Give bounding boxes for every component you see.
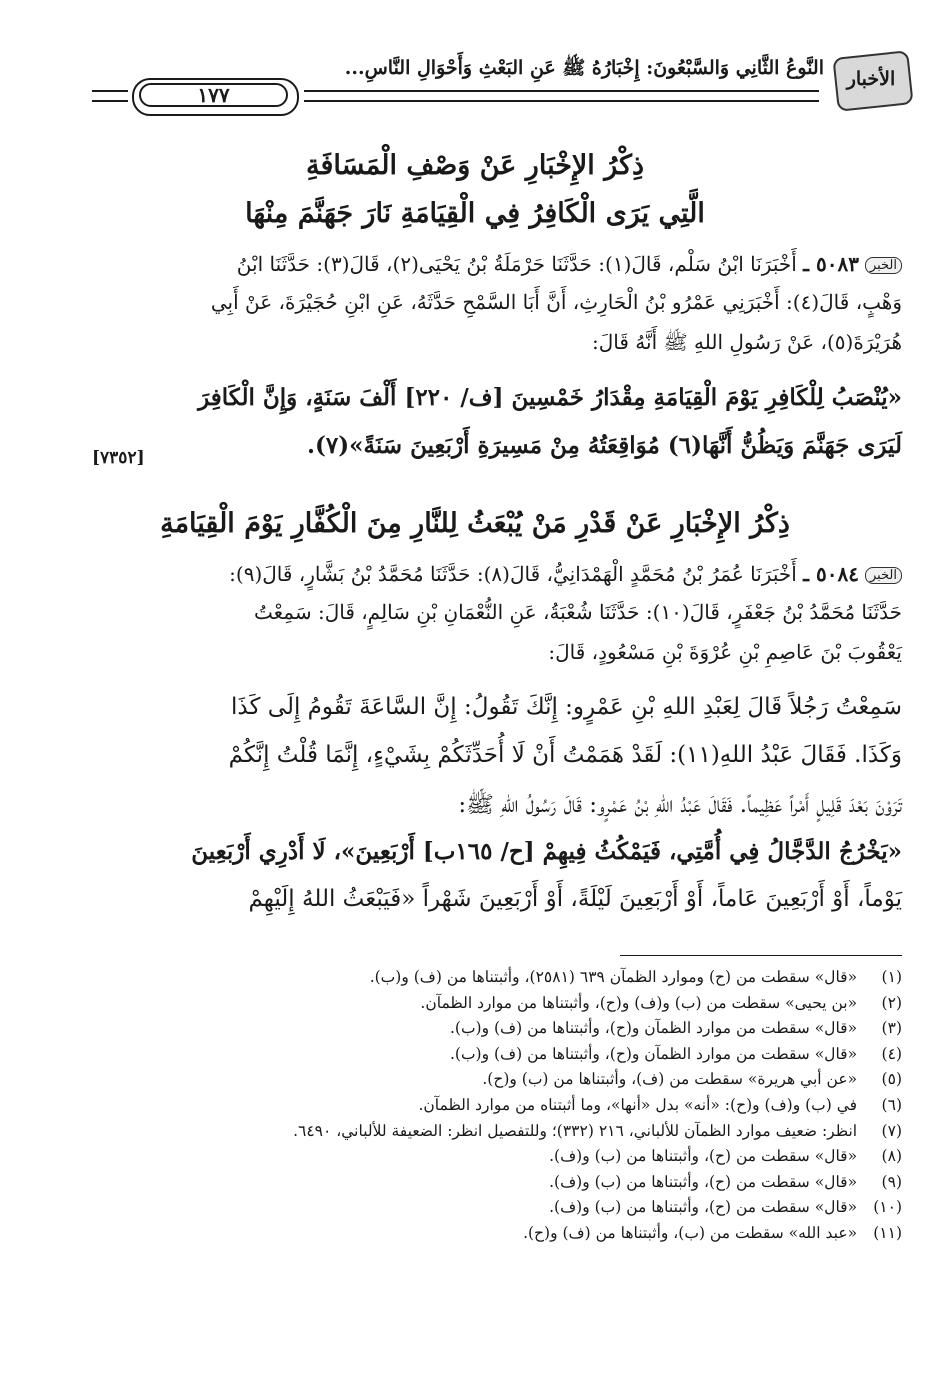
hadith-5084-matn-line3: تَرَوْنَ بَعْدَ قَلِيلٍ أَمْراً عَظِيماً. فَقَالَ عَبْدُ اللهِ بْنُ عَمْرٍو: قَالَ رَسُولُ اللهِ ﷺ: bbox=[458, 792, 902, 818]
footnote-text: انظر: ضعيف موارد الظمآن للألباني، ٢١٦ (٣٣٢)؛ وللتفصيل انظر: الضعيفة للألباني، ٦٤٩٠. bbox=[293, 1121, 858, 1140]
footnote-text: «عبد الله» سقطت من (ب)، وأثبتناها من (ف) و(ح). bbox=[523, 1223, 858, 1242]
hadith-5083-matn-line1: «يُنْصَبُ لِلْكَافِرِ يَوْمَ الْقِيَامَةِ مِقْدَارُ خَمْسِينَ [ف/ ٢٢٠] أَلْفَ سَنَةٍ، وَإِنَّ الْكَافِرَ bbox=[198, 384, 902, 411]
hadith-number: ٥٠٨٣ ـ bbox=[803, 252, 859, 276]
footnote-text: «بن يحيى» سقطت من (ب) و(ف) و(ح)، وأثبتناها من موارد الظمآن. bbox=[420, 993, 858, 1012]
footnote-item bbox=[92, 1067, 902, 1093]
hadith-5084-matn-line1: سَمِعْتُ رَجُلاً قَالَ لِعَبْدِ اللهِ بْنِ عَمْرٍو: إِنَّكَ تَقُولُ: إِنَّ السَّاعَةَ تَقُومُ إِلَى كَذَا bbox=[231, 694, 902, 720]
footnote-separator bbox=[620, 955, 902, 956]
footnote-item bbox=[92, 1093, 902, 1119]
footnote-item bbox=[92, 1195, 902, 1221]
page-header bbox=[92, 46, 912, 116]
isnad-text: أَخْبَرَنَا عُمَرُ بْنُ مُحَمَّدٍ الْهَمْدَانِيُّ، قَالَ(٨): حَدَّثَنَا مُحَمَّدُ بْنُ بَشَّارٍ، قَالَ(٩): bbox=[229, 562, 797, 586]
footnote-item bbox=[92, 1221, 902, 1247]
running-title: النَّوعُ الثَّانِي وَالسَّبْعُونَ: إِخْبَارُهُ ﷺ عَنِ البَعْثِ وَأَحْوَالِ النَّاسِ... bbox=[344, 57, 824, 79]
hadith-5083-reference: [٧٣٥٢] bbox=[92, 448, 145, 468]
footnote-item bbox=[92, 1016, 902, 1042]
footnote-number: (١) bbox=[881, 968, 902, 986]
footnote-item bbox=[92, 1170, 902, 1196]
isnad-text: أَخْبَرَنَا ابْنُ سَلْم، قَالَ(١): حَدَّثَنَا حَرْمَلَةُ بْنُ يَحْيَى(٢)، قَالَ(٣): حَدَّثَنَا ابْنُ bbox=[236, 252, 797, 276]
hadith-number: ٥٠٨٤ ـ bbox=[803, 562, 859, 586]
hadith-marker-icon: الخبر bbox=[865, 567, 902, 584]
footnote-item bbox=[92, 965, 902, 991]
hadith-5083-isnad-line3: هُرَيْرَةَ(٥)، عَنْ رَسُولِ اللهِ ﷺ أَنَّهُ قَالَ: bbox=[592, 330, 902, 354]
footnote-item bbox=[92, 991, 902, 1017]
header-rule-left bbox=[92, 90, 128, 102]
footnote-text: «قال» سقطت من موارد الظمآن و(ح)، وأثبتناها من (ف) و(ب). bbox=[449, 1044, 858, 1063]
hadith-5084-matn-line4: «يَخْرُجُ الدَّجَّالُ فِي أُمَّتِي، فَيَمْكُثُ فِيهِمْ [ح/ ١٦٥ب] أَرْبَعِينَ»، لَا أَدْرِي أَرْبَعِينَ bbox=[191, 838, 902, 865]
footnote-number: (٩) bbox=[881, 1172, 902, 1191]
footnote-number: (٦) bbox=[881, 1095, 902, 1114]
hadith-5084-isnad-line3: يَعْقُوبَ بْنَ عَاصِمِ بْنِ عُرْوَةَ بْنِ مَسْعُودٍ، قَالَ: bbox=[548, 640, 902, 664]
footnote-item bbox=[92, 1119, 902, 1145]
footnote-text: في (ب) و(ف) و(ح): «أنه» بدل «أنها»، وما أثبتناه من موارد الظمآن. bbox=[418, 1095, 858, 1114]
chapter-heading-line1: ذِكْرُ الإِخْبَارِ عَنْ وَصْفِ الْمَسَافَةِ bbox=[306, 150, 644, 181]
hadith-5084-matn-line5: يَوْماً، أَوْ أَرْبَعِينَ عَاماً، أَوْ أَرْبَعِينَ لَيْلَةً، أَوْ أَرْبَعِينَ شَهْراً «فَيَبْعَثُ اللهُ إِلَيْهِمْ bbox=[248, 886, 902, 912]
footnote-number: (٤) bbox=[881, 1044, 902, 1063]
chapter-heading-2: ذِكْرُ الإِخْبَارِ عَنْ قَدْرِ مَنْ يُبْعَثُ لِلنَّارِ مِنَ الْكُفَّارِ يَوْمَ الْقِيَامَةِ bbox=[160, 508, 790, 539]
hadith-5084-isnad-line2: حَدَّثَنَا مُحَمَّدُ بْنُ جَعْفَرٍ، قَالَ(١٠): حَدَّثَنَا شُعْبَةُ، عَنِ النُّعْمَانِ بْنِ سَالِمٍ، قَالَ: سَمِعْتُ bbox=[253, 600, 902, 624]
footnote-number: (٧) bbox=[881, 1121, 902, 1140]
footnote-text: «عن أبي هريرة» سقطت من (ف)، وأثبتناها من (ب) و(ح). bbox=[482, 1070, 858, 1089]
footnote-item bbox=[92, 1144, 902, 1170]
page-number-frame bbox=[132, 78, 297, 114]
section-label-puzzle-icon bbox=[827, 46, 917, 116]
footnote-text: «قال» سقطت من (ح)، وأثبتناها من (ب) و(ف). bbox=[549, 1147, 858, 1166]
footnote-text: «قال» سقطت من (ح)، وأثبتناها من (ب) و(ف). bbox=[549, 1172, 858, 1191]
section-label: الأخبار bbox=[846, 68, 896, 90]
footnote-number: (٣) bbox=[881, 1019, 902, 1038]
footnote-item bbox=[92, 1042, 902, 1068]
hadith-5084-isnad-line1 bbox=[92, 562, 902, 586]
footnote-text: «قال» سقطت من (ح)، وأثبتناها من (ب) و(ف). bbox=[549, 1198, 858, 1217]
footnote-number: (٢) bbox=[881, 993, 902, 1012]
footnote-number: (١٠) bbox=[873, 1198, 902, 1217]
footnote-number: (٥) bbox=[881, 1070, 902, 1089]
hadith-5083-matn-line2: لَيَرَى جَهَنَّمَ وَيَظُنُّ أَنَّهَا(٦) مُوَاقِعَتُهُ مِنْ مَسِيرَةِ أَرْبَعِينَ سَنَةً»(٧). bbox=[307, 432, 902, 459]
footnote-text: «قال» سقطت من موارد الظمآن و(ح)، وأثبتناها من (ف) و(ب). bbox=[449, 1019, 858, 1038]
hadith-5084-matn-line2: وَكَذَا. فَقَالَ عَبْدُ اللهِ(١١): لَقَدْ هَمَمْتُ أَنْ لَا أُحَدِّثَكُمْ بِشَيْءٍ، إِنَّمَا قُلْتُ إِنَّكُمْ bbox=[228, 742, 902, 768]
footnote-text: «قال» سقطت من (ح) وموارد الظمآن ٦٣٩ (٢٥٨١)، وأثبتناها من (ف) و(ب). bbox=[369, 968, 858, 986]
hadith-5083-isnad-line2: وَهْبٍ، قَالَ(٤): أَخْبَرَنِي عَمْرُو بْنُ الْحَارِثِ، أَنَّ أَبَا السَّمْحِ حَدَّثَهُ، عَنِ ابْنِ حُجَيْرَةَ، عَنْ أَبِي bbox=[210, 290, 902, 314]
header-rule-right bbox=[304, 90, 819, 102]
footnote-number: (١١) bbox=[873, 1223, 902, 1242]
hadith-marker-icon: الخبر bbox=[865, 257, 902, 274]
footnotes bbox=[92, 965, 902, 1247]
hadith-5083-isnad-line1 bbox=[92, 252, 902, 276]
chapter-heading-line2: الَّتِي يَرَى الْكَافِرُ فِي الْقِيَامَةِ نَارَ جَهَنَّمَ مِنْهَا bbox=[245, 198, 705, 229]
page-number: ١٧٧ bbox=[139, 83, 288, 107]
footnote-number: (٨) bbox=[881, 1147, 902, 1166]
